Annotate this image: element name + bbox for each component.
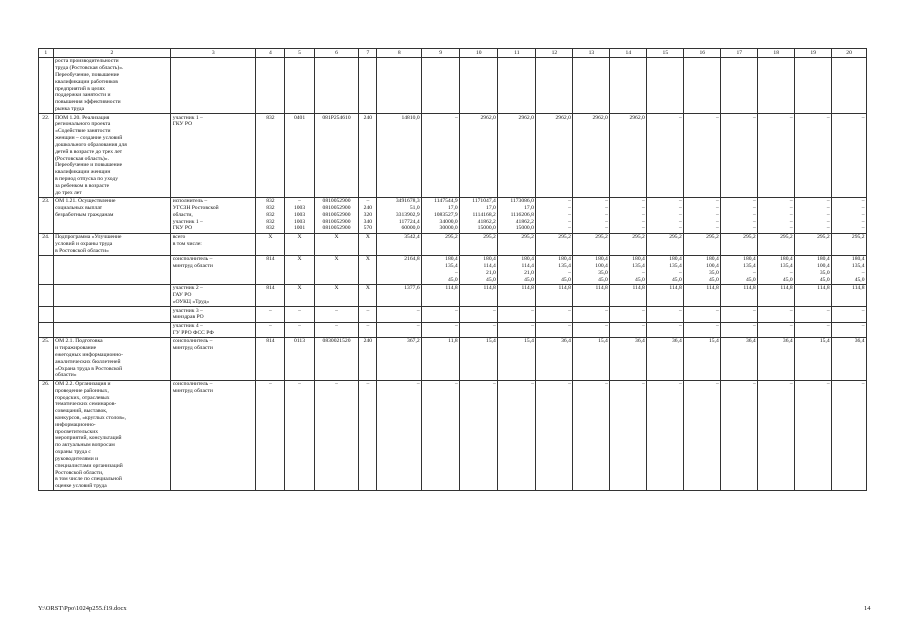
table-cell: 15,4 — [684, 337, 721, 380]
column-number-cell: 2 — [53, 49, 171, 58]
table-cell — [53, 255, 171, 284]
table-cell: – — [314, 322, 359, 337]
table-cell: соисполнитель – минтруд области — [171, 337, 256, 380]
table-cell: 114,8 — [460, 284, 498, 306]
table-cell: 180,4 135,4 – 45,0 — [536, 255, 573, 284]
table-cell — [53, 284, 171, 306]
table-cell: – — [256, 322, 285, 337]
table-cell: – — [573, 380, 610, 491]
table-cell: X — [314, 233, 359, 255]
column-number-cell: 9 — [422, 49, 460, 58]
table-cell: – — [758, 307, 795, 322]
table-cell: – — [795, 322, 832, 337]
table-cell: 23. — [39, 197, 54, 233]
table-cell: 24. — [39, 233, 54, 255]
table-cell: 295,2 — [460, 233, 498, 255]
column-number-cell: 17 — [721, 49, 758, 58]
table-row — [39, 337, 867, 380]
table-cell: 814 — [256, 337, 285, 380]
table-cell: Подпрограмма «Улучшение условий и охраны труда в Ростовской области» — [53, 233, 171, 255]
table-cell: – — [377, 322, 422, 337]
table-cell: 832 832 832 832 832 — [256, 197, 285, 233]
column-number-cell: 4 — [256, 49, 285, 58]
table-row — [39, 114, 867, 198]
table-cell: 2164,8 — [377, 255, 422, 284]
column-number-cell: 14 — [610, 49, 647, 58]
column-number-cell: 20 — [832, 49, 867, 58]
table-cell: 180,4 135,4 – 45,0 — [422, 255, 460, 284]
table-cell: – — [647, 114, 684, 198]
table-cell: 26. — [39, 380, 54, 491]
table-cell: X — [359, 255, 377, 284]
table-cell: X — [285, 255, 314, 284]
table-cell: – — [422, 307, 460, 322]
column-number-cell: 11 — [498, 49, 536, 58]
table-cell: 0401 — [285, 114, 314, 198]
table-row — [39, 255, 867, 284]
table-cell: – — [377, 380, 422, 491]
table-cell: 14810,0 — [377, 114, 422, 198]
table-cell: 1173086,0 17,0 1116206,8 41862,2 15000,0 — [498, 197, 536, 233]
table-row — [39, 58, 867, 114]
table-row — [39, 307, 867, 322]
table-cell: X — [359, 284, 377, 306]
table-cell: – — [610, 322, 647, 337]
table-cell: 114,8 — [573, 284, 610, 306]
table-row — [39, 380, 867, 491]
table-cell: 295,2 — [758, 233, 795, 255]
table-cell: ОМ 2.1. Подготовка и тиражирование ежегодных информационно- аналитических бюллетеней «Охрана труда в Ростовской области» — [53, 337, 171, 380]
table-cell: – — [285, 322, 314, 337]
table-cell: – — [610, 380, 647, 491]
table-cell: 114,8 — [647, 284, 684, 306]
table-cell: 15,4 — [498, 337, 536, 380]
table-cell: 295,2 — [536, 233, 573, 255]
table-cell: 36,4 — [832, 337, 867, 380]
table-cell: участник 3 – минздрав РО — [171, 307, 256, 322]
table-cell: 15,4 — [573, 337, 610, 380]
table-cell: 180,4 135,4 – 45,0 — [758, 255, 795, 284]
table-cell: 832 — [256, 114, 285, 198]
table-cell: – — [684, 322, 721, 337]
column-number-cell: 6 — [314, 49, 359, 58]
table-cell: – — [721, 322, 758, 337]
table-cell: 180,4 100,4 35,0 45,0 — [684, 255, 721, 284]
table-cell: 3542,4 — [377, 233, 422, 255]
table-cell: 180,4 135,4 – 45,0 — [647, 255, 684, 284]
table-cell: 114,8 — [721, 284, 758, 306]
table-cell: – – – – – — [684, 197, 721, 233]
table-cell: 36,4 — [647, 337, 684, 380]
table-cell — [721, 58, 758, 114]
table-cell: X — [314, 284, 359, 306]
table-cell: – — [832, 322, 867, 337]
table-cell: – — [758, 322, 795, 337]
table-cell — [256, 58, 285, 114]
table-cell: всего в том числе: — [171, 233, 256, 255]
table-cell: – — [256, 307, 285, 322]
table-cell: – 240 320 340 570 — [359, 197, 377, 233]
table-cell: – — [573, 307, 610, 322]
table-cell: 2962,0 — [460, 114, 498, 198]
table-cell: – — [460, 380, 498, 491]
table-cell: 114,8 — [536, 284, 573, 306]
table-cell: X — [359, 233, 377, 255]
table-cell: – — [795, 114, 832, 198]
table-cell: – 1003 1003 1003 1001 — [285, 197, 314, 233]
table-cell: ОМ 1.21. Осуществление социальных выплат безработным гражданам — [53, 197, 171, 233]
table-cell: – — [573, 322, 610, 337]
table-cell — [498, 58, 536, 114]
table-cell: ОМ 2.2. Организация и проведение районных, городских, отраслевых тематических семинаров- совещаний, выставок, конкурсов, «круглых столов», информационно- просветительских мероприятий, консультаций по актуальным вопросам охраны труда с руководителями и специалистами организаций Ростовской области, в том числе по специальной оценке условий труда — [53, 380, 171, 491]
program-table — [38, 48, 867, 491]
table-cell: 180,4 135,4 – 45,0 — [610, 255, 647, 284]
table-cell: – — [536, 380, 573, 491]
table-cell: 1171047,4 17,0 1114168,2 41862,2 15000,0 — [460, 197, 498, 233]
column-number-cell: 15 — [647, 49, 684, 58]
table-cell: X — [285, 284, 314, 306]
column-number-cell: 16 — [684, 49, 721, 58]
table-cell: 1147544,9 17,0 1083527,9 34000,0 30000,0 — [422, 197, 460, 233]
table-cell: 36,4 — [610, 337, 647, 380]
table-cell: – — [832, 307, 867, 322]
table-cell: ПОМ 1.20. Реализация регионального проекта «Содействие занятости женщин – создание условий дошкольного образования для детей в возрасте до трех лет (Ростовская область)». Переобучение и повышение квалификации женщин в период отпуска по уходу за ребенком в возрасте до трех лет — [53, 114, 171, 198]
table-row — [39, 197, 867, 233]
table-cell: – — [460, 322, 498, 337]
column-number-cell: 13 — [573, 49, 610, 58]
column-number-header-row — [39, 49, 867, 58]
table-cell — [314, 58, 359, 114]
table-cell: 180,4 100,4 35,0 45,0 — [573, 255, 610, 284]
table-cell: X — [285, 233, 314, 255]
table-cell: – — [684, 114, 721, 198]
table-cell: 295,2 — [832, 233, 867, 255]
table-cell: – – – – – — [758, 197, 795, 233]
table-cell — [377, 58, 422, 114]
table-cell: 114,8 — [832, 284, 867, 306]
table-row — [39, 284, 867, 306]
table-cell: исполнитель – УГСЗН Ростовской области, участник 1 – ГКУ РО — [171, 197, 256, 233]
table-cell — [39, 322, 54, 337]
table-cell: – — [422, 322, 460, 337]
table-cell: 36,4 — [536, 337, 573, 380]
table-cell: 240 — [359, 114, 377, 198]
column-number-cell: 19 — [795, 49, 832, 58]
table-cell: 295,2 — [422, 233, 460, 255]
table-cell — [460, 58, 498, 114]
table-cell: – — [498, 380, 536, 491]
table-cell: – – – – – — [647, 197, 684, 233]
table-cell — [39, 307, 54, 322]
table-cell: – — [314, 380, 359, 491]
table-cell: – — [647, 307, 684, 322]
table-cell: 114,8 — [758, 284, 795, 306]
table-cell: – — [359, 307, 377, 322]
table-cell: 114,8 — [422, 284, 460, 306]
page-number: 14 — [864, 605, 871, 612]
table-cell: – — [832, 380, 867, 491]
table-cell: – — [498, 322, 536, 337]
table-cell: 11,8 — [422, 337, 460, 380]
table-cell — [536, 58, 573, 114]
table-cell — [39, 58, 54, 114]
table-cell: 114,8 — [610, 284, 647, 306]
table-cell — [53, 322, 171, 337]
table-cell: 295,2 — [573, 233, 610, 255]
table-cell: 36,4 — [758, 337, 795, 380]
table-cell: 0830021520 — [314, 337, 359, 380]
table-cell — [359, 58, 377, 114]
column-number-cell: 10 — [460, 49, 498, 58]
table-cell — [758, 58, 795, 114]
table-cell: 2962,0 — [536, 114, 573, 198]
table-cell: 295,2 — [647, 233, 684, 255]
table-cell: 295,2 — [721, 233, 758, 255]
table-cell: 295,2 — [498, 233, 536, 255]
table-cell: – — [536, 322, 573, 337]
column-number-cell: 5 — [285, 49, 314, 58]
table-cell — [573, 58, 610, 114]
table-cell: – — [359, 322, 377, 337]
table-cell: 2962,0 — [573, 114, 610, 198]
column-number-cell: 8 — [377, 49, 422, 58]
table-cell — [832, 58, 867, 114]
table-cell: 0113 — [285, 337, 314, 380]
table-cell: 180,4 114,4 21,0 45,0 — [498, 255, 536, 284]
table-cell: 295,2 — [684, 233, 721, 255]
table-cell: 814 — [256, 284, 285, 306]
table-cell: участник 2 – ГАУ РО «ОУКЦ «Труд» — [171, 284, 256, 306]
table-cell: – – – – – — [573, 197, 610, 233]
table-cell — [647, 58, 684, 114]
table-cell: 0810052900 0810052900 0810052900 0810052900 0810052900 — [314, 197, 359, 233]
table-cell: – — [377, 307, 422, 322]
table-cell: – – – – – — [795, 197, 832, 233]
table-cell: 114,8 — [684, 284, 721, 306]
table-cell: 114,8 — [795, 284, 832, 306]
table-cell: 240 — [359, 337, 377, 380]
table-cell — [171, 58, 256, 114]
table-cell: – — [536, 307, 573, 322]
table-cell: 367,2 — [377, 337, 422, 380]
table-cell: – — [647, 380, 684, 491]
table-cell — [39, 284, 54, 306]
table-cell: – — [758, 380, 795, 491]
table-cell: X — [314, 255, 359, 284]
column-number-cell: 18 — [758, 49, 795, 58]
table-cell: – — [422, 380, 460, 491]
table-cell: – – – – – — [610, 197, 647, 233]
table-cell: – — [684, 380, 721, 491]
table-cell: 1377,6 — [377, 284, 422, 306]
table-cell: – — [256, 380, 285, 491]
table-cell: – — [610, 307, 647, 322]
table-cell: участник 1 – ГКУ РО — [171, 114, 256, 198]
table-cell: – — [422, 114, 460, 198]
table-cell: – — [832, 114, 867, 198]
table-cell: – — [721, 380, 758, 491]
table-cell — [684, 58, 721, 114]
column-number-cell: 12 — [536, 49, 573, 58]
table-cell: 15,4 — [795, 337, 832, 380]
table-cell: соисполнитель – минтруд области — [171, 380, 256, 491]
table-cell: участник 4 – ГУ РРО ФСС РФ — [171, 322, 256, 337]
table-cell: – — [758, 114, 795, 198]
table-cell — [422, 58, 460, 114]
table-cell: 22. — [39, 114, 54, 198]
table-cell: – — [795, 380, 832, 491]
table-cell: – — [285, 380, 314, 491]
table-cell: 3491678,3 51,0 3313902,9 117724,4 60000,0 — [377, 197, 422, 233]
table-cell — [53, 307, 171, 322]
table-cell: – — [314, 307, 359, 322]
table-cell: 2962,0 — [498, 114, 536, 198]
column-number-cell: 7 — [359, 49, 377, 58]
table-cell: – — [647, 322, 684, 337]
table-cell: 081P254610 — [314, 114, 359, 198]
table-cell: 180,4 135,4 – 45,0 — [832, 255, 867, 284]
table-cell: 2962,0 — [610, 114, 647, 198]
table-cell: X — [256, 233, 285, 255]
table-cell: 180,4 114,4 21,0 45,0 — [460, 255, 498, 284]
table-cell: 25. — [39, 337, 54, 380]
table-row — [39, 233, 867, 255]
table-cell: – — [795, 307, 832, 322]
column-number-cell: 3 — [171, 49, 256, 58]
table-row — [39, 322, 867, 337]
table-cell: роста производительности труда (Ростовская область)». Переобучение, повышение квалификации работников предприятий в целях поддержки занятости и повышения эффективности рынка труда — [53, 58, 171, 114]
table-cell: – – – – – — [536, 197, 573, 233]
table-cell — [285, 58, 314, 114]
table-cell: соисполнитель – минтруд области — [171, 255, 256, 284]
table-cell: – — [285, 307, 314, 322]
table-cell: – – – – – — [721, 197, 758, 233]
table-cell: – — [721, 307, 758, 322]
document-file-path: Y:\ORST\Ppo\1024p255.f19.docx — [38, 605, 127, 612]
table-cell: – — [684, 307, 721, 322]
table-cell: – — [498, 307, 536, 322]
table-cell: 15,4 — [460, 337, 498, 380]
column-number-cell: 1 — [39, 49, 54, 58]
table-cell — [795, 58, 832, 114]
table-cell: 36,4 — [721, 337, 758, 380]
table-cell: 295,2 — [610, 233, 647, 255]
table-cell: – — [721, 114, 758, 198]
table-cell — [610, 58, 647, 114]
table-cell: 295,2 — [795, 233, 832, 255]
table-cell: – – – – – — [832, 197, 867, 233]
table-cell: 814 — [256, 255, 285, 284]
table-cell: – — [460, 307, 498, 322]
table-cell: 114,8 — [498, 284, 536, 306]
table-cell: – — [359, 380, 377, 491]
table-cell — [39, 255, 54, 284]
table-cell: 180,4 135,4 – 45,0 — [721, 255, 758, 284]
table-cell: 180,4 100,4 35,0 45,0 — [795, 255, 832, 284]
